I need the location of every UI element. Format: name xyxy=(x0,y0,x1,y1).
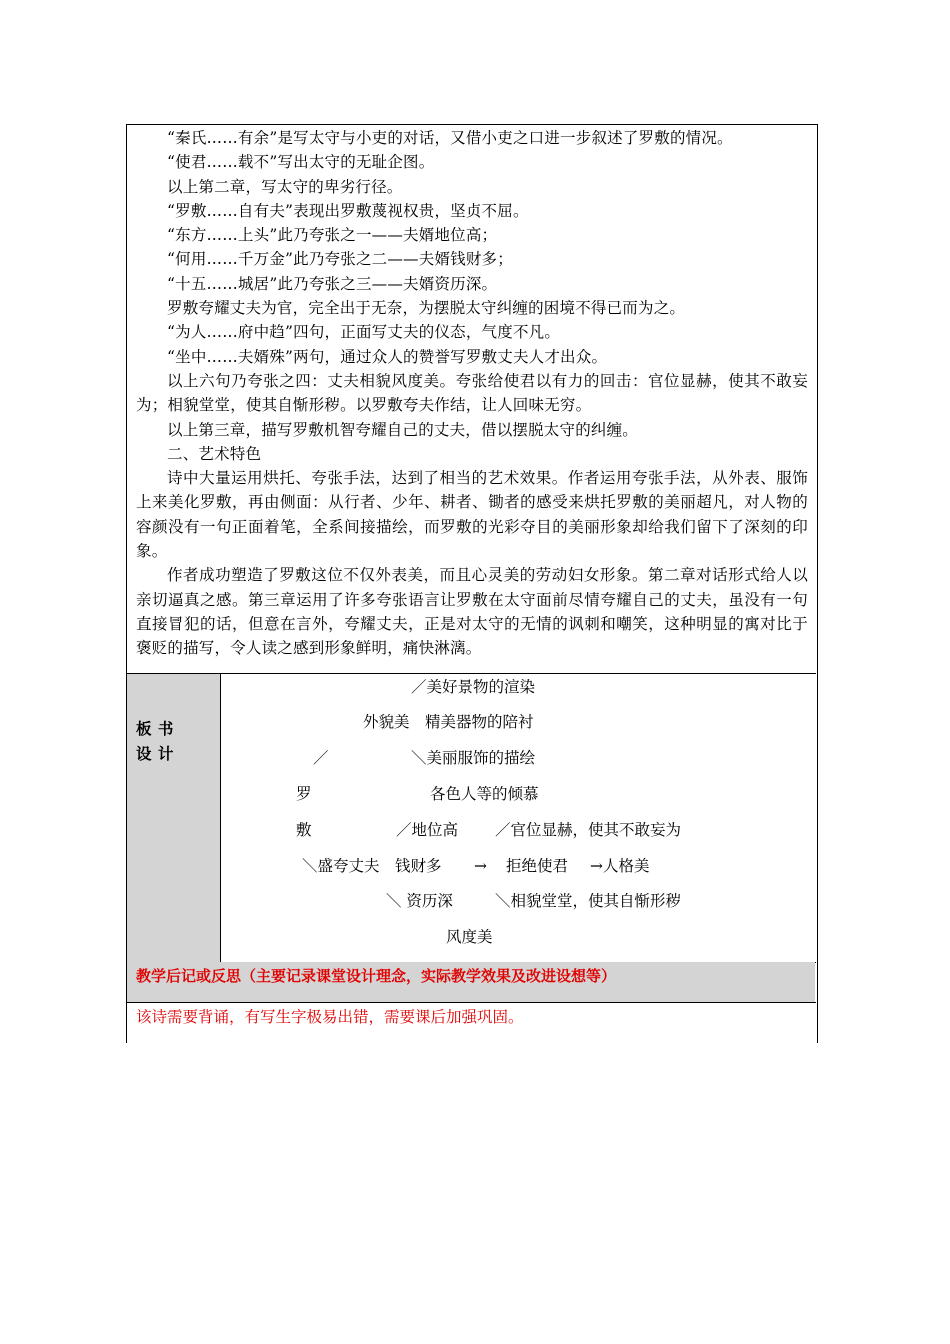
paragraph: “坐中……夫婿殊”两句，通过众人的赞誉写罗敷丈夫人才出众。 xyxy=(167,347,608,366)
board-line-clothing: ＼美丽服饰的描绘 xyxy=(411,749,536,767)
board-line-praise-husband: ＼盛夸丈夫 钱财多 xyxy=(302,857,442,875)
paragraph: 以上第二章，写太守的卑劣行径。 xyxy=(167,177,403,196)
paragraph: “为人……府中趋”四句，正面写丈夫的仪态，气度不凡。 xyxy=(167,323,561,342)
paragraph: “罗敷……自有夫”表现出罗敷蔑视权贵，坚贞不屈。 xyxy=(167,201,529,220)
board-line-refuse: 拒绝使君 xyxy=(506,857,569,875)
board-line-official: ／官位显赫，使其不敢妄为 xyxy=(495,821,682,839)
paragraph: 以上第三章，描写罗敷机智夸耀自己的丈夫，借以摆脱太守的纠缠。 xyxy=(167,420,639,439)
board-line-demeanor: 风度美 xyxy=(446,928,493,946)
board-line-appearance: 外貌美 精美器物的陪衬 xyxy=(363,713,534,731)
paragraph: “秦氏……有余”是写太守与小吏的对话，又借小吏之口进一步叙述了罗敷的情况。 xyxy=(167,129,733,147)
section-heading: 二、艺术特色 xyxy=(167,444,262,463)
board-line-scenery: ／美好景物的渲染 xyxy=(411,678,536,696)
board-arrow: → xyxy=(474,857,487,875)
board-line-admiration: 各色人等的倾慕 xyxy=(430,785,539,803)
board-slash: ／ xyxy=(313,749,329,767)
paragraph: 以上六句乃夸张之四：丈夫相貌风度美。夸张给使君以有力的回击：官位显赫，使其不敢妄为；相貌堂堂，使其自惭形秽。以罗敷夸夫作结，让人回味无穷。 xyxy=(136,371,808,415)
reflection-title: 教学后记或反思（主要记录课堂设计理念，实际教学效果及改进设想等） xyxy=(136,967,617,985)
board-line-looks: ＼相貌堂堂，使其自惭形秽 xyxy=(495,892,682,910)
board-line-status: ／地位高 xyxy=(396,821,459,839)
paragraph: “使君……载不”写出太守的无耻企图。 xyxy=(167,153,435,172)
paragraph: “十五……城居”此乃夸张之三——夫婿资历深。 xyxy=(167,274,498,293)
column-divider xyxy=(220,673,221,962)
board-char-luo: 罗 xyxy=(296,785,312,803)
board-char-fu: 敷 xyxy=(296,821,312,839)
board-line-seniority: ＼ 资历深 xyxy=(386,892,453,910)
row-divider xyxy=(126,1002,816,1003)
paragraph: “东方……上头”此乃夸张之一——夫婿地位高； xyxy=(167,226,498,245)
lesson-analysis-text xyxy=(136,126,808,661)
board-label-line2: 设 计 xyxy=(136,744,174,763)
paragraph: “何用……千万金”此乃夸张之二——夫婿钱财多； xyxy=(167,250,513,269)
paragraph: 作者成功塑造了罗敷这位不仅外表美，而且心灵美的劳动妇女形象。第二章对话形式给人以亲切逼真之感。第三章运用了许多夸张语言让罗敷在太守面前尽情夸耀自己的丈夫，虽没有一句直接冒犯的话，但意在言外，夸耀丈夫，正是对太守的无情的讽刺和嘲笑，这种明显的寓对比于褒贬的描写，令人读之感到形象鲜明，痛快淋漓。 xyxy=(136,566,808,658)
reflection-body: 该诗需要背诵，有写生字极易出错，需要课后加强巩固。 xyxy=(136,1008,524,1026)
board-line-character: →人格美 xyxy=(590,857,650,875)
paragraph: 诗中大量运用烘托、夸张手法，达到了相当的艺术效果。作者运用夸张手法，从外表、服饰上来美化罗敷，再由侧面：从行者、少年、耕者、锄者的感受来烘托罗敷的美丽超凡，对人物的容颜没有一句正面着笔，全系间接描绘，而罗敷的光彩夺目的美丽形象却给我们留下了深刻的印象。 xyxy=(136,469,808,561)
paragraph: 罗敷夸耀丈夫为官，完全出于无奈，为摆脱太守纠缠的困境不得已而为之。 xyxy=(167,299,686,318)
board-label-line1: 板 书 xyxy=(136,719,174,738)
row-divider xyxy=(126,673,816,674)
